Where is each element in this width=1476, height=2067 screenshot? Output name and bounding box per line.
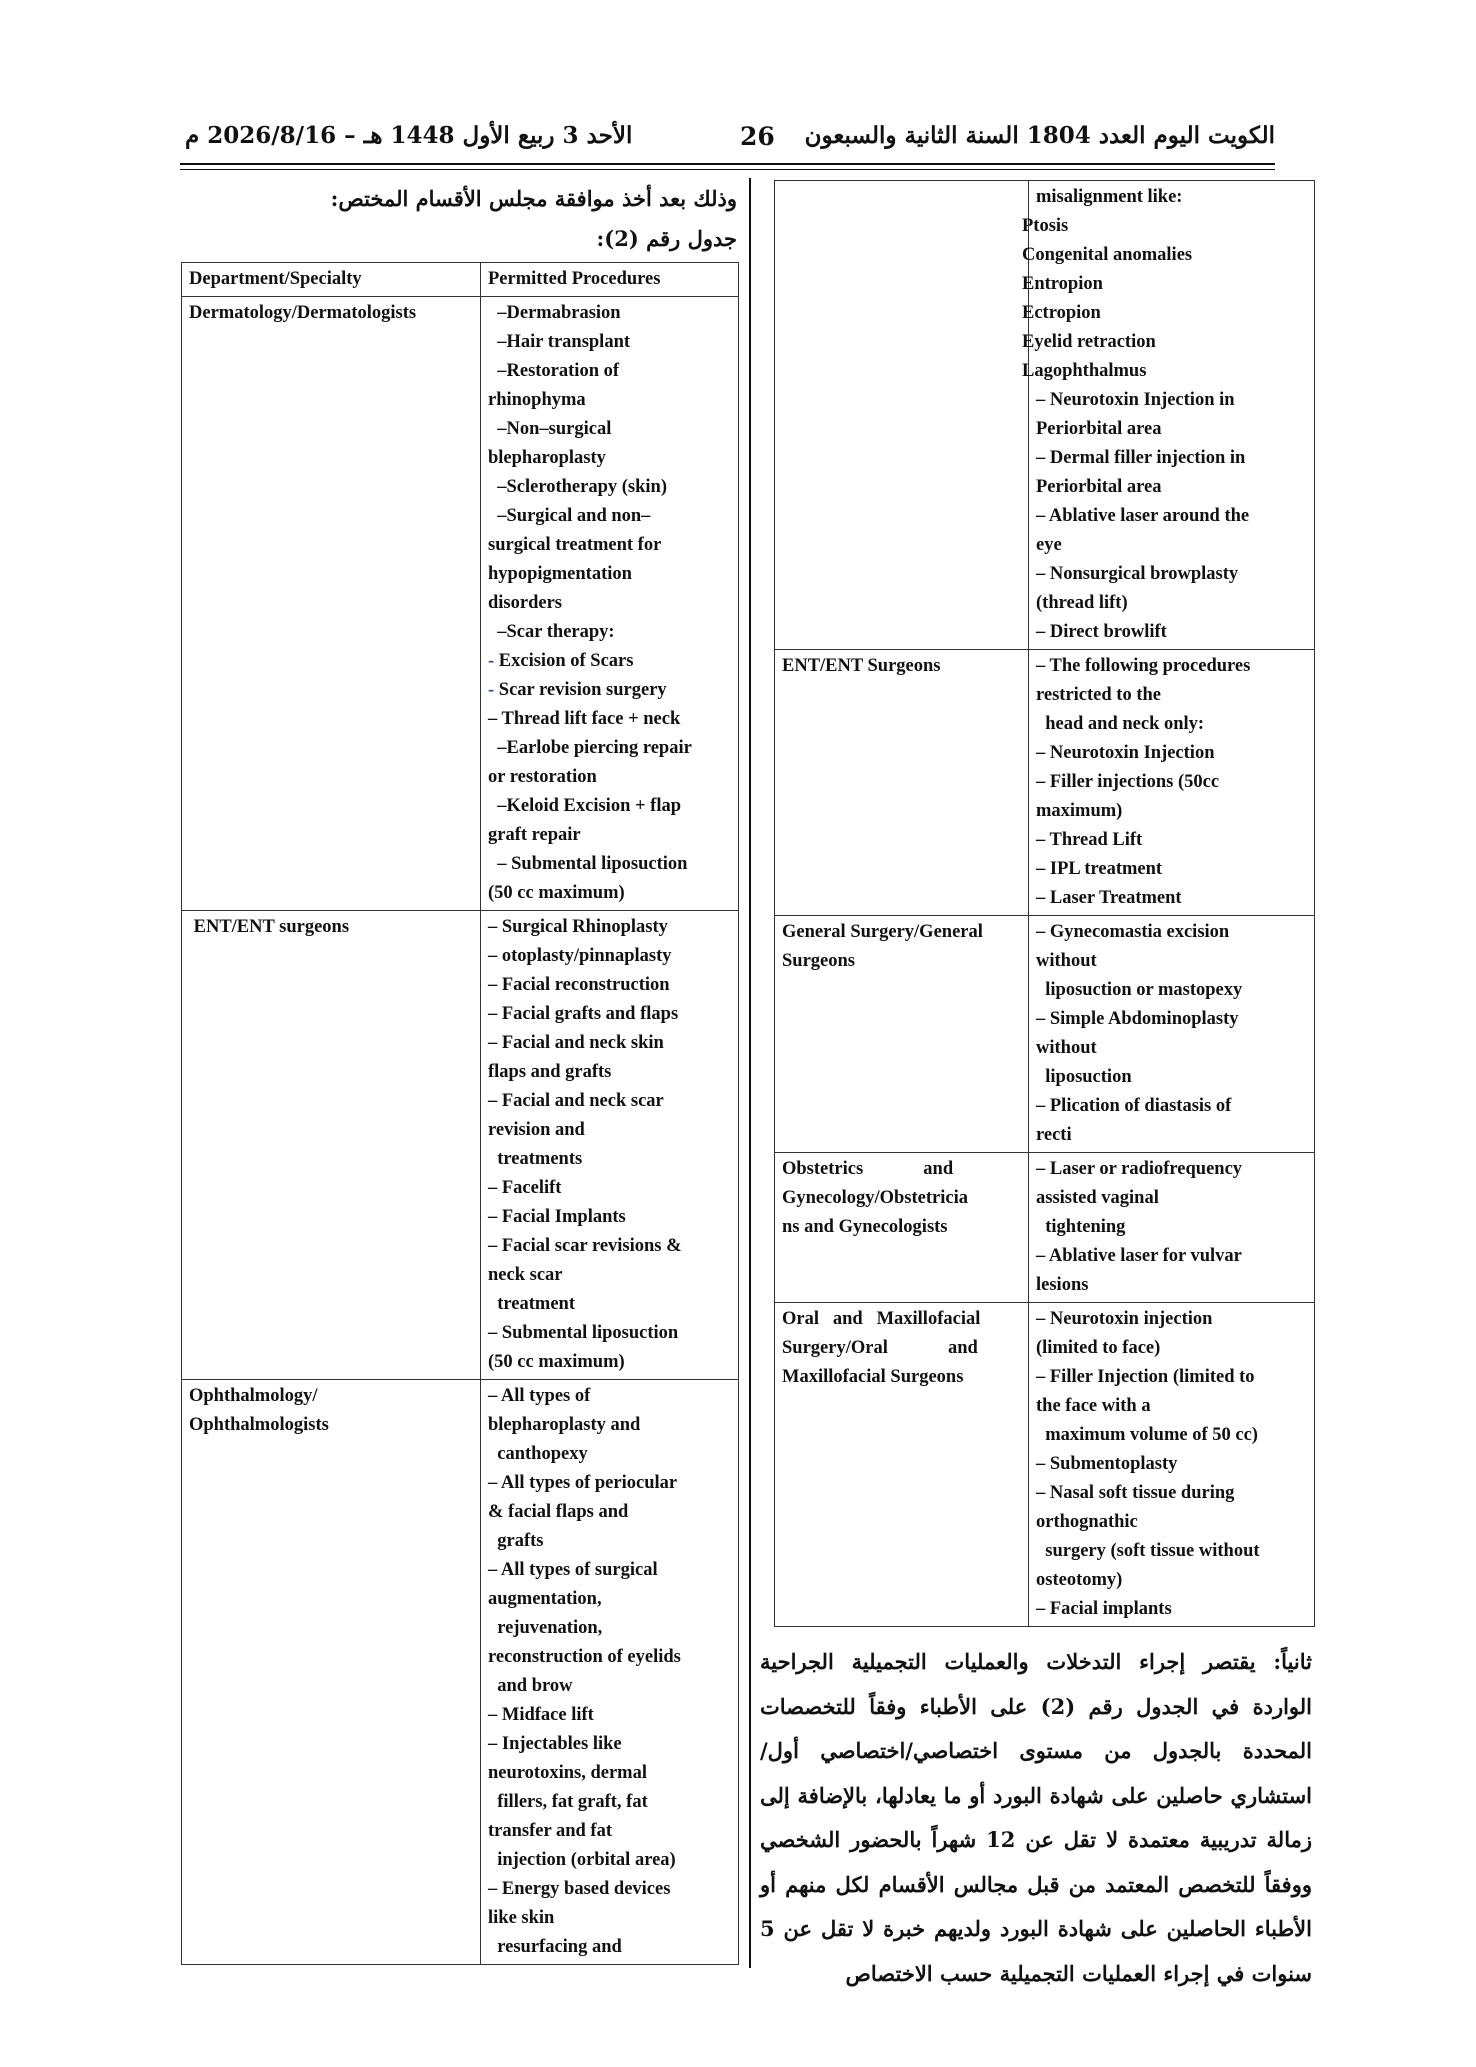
procedure-item: – Laser Treatment [1036,888,1182,908]
procedure-item: or restoration [488,767,597,787]
procedure-item: without [1036,951,1097,971]
procedure-item: – IPL treatment [1036,859,1163,879]
procedure-item: – Facial and neck scar [488,1091,664,1111]
procedure-item: – Submental liposuction [488,854,688,874]
procedure-item: augmentation, [488,1589,602,1609]
procedure-item: – Submental liposuction [488,1323,679,1343]
procedure-item: canthopexy [488,1444,588,1464]
procedure-item: maximum volume of 50 cc) [1036,1425,1258,1445]
procedure-item: Congenital anomalies [1022,245,1193,265]
procedure-item: – Laser or radiofrequency [1036,1159,1243,1179]
department-cell: Oral and Maxillofacial Surgery/Oral and Maxillofacial Surgeons [775,1303,1029,1627]
procedure-item: liposuction or mastopexy [1036,980,1243,1000]
table-row [775,1303,1315,1627]
procedure-item: – Ablative laser for vulvar [1036,1246,1242,1266]
procedure-item: (thread lift) [1036,593,1128,613]
table-row [182,1380,739,1965]
procedure-item: – Simple Abdominoplasty [1036,1009,1239,1029]
column-header-department: Department/Specialty [182,263,481,297]
procedure-item: (50 cc maximum) [488,883,625,903]
procedure-item: tightening [1036,1217,1126,1237]
procedure-item: fillers, fat graft, fat [488,1792,648,1812]
procedure-item: eye [1036,535,1062,555]
procedures-cell [1022,181,1315,650]
header-date: الأحد 3 ربيع الأول 1448 هـ – 2026/8/16 م [185,122,633,149]
procedure-item: – All types of surgical [488,1560,658,1580]
procedures-cell [1029,650,1315,916]
department-cell: Ophthalmology/ Ophthalmologists [182,1380,481,1965]
procedure-item: hypopigmentation [488,564,632,584]
procedure-item: – The following procedures [1036,656,1251,676]
procedure-item: surgery (soft tissue without [1036,1541,1260,1561]
procedure-item: treatments [488,1149,583,1169]
procedure-item: – Facial Implants [488,1207,626,1227]
procedure-item: (50 cc maximum) [488,1352,625,1372]
procedure-item: liposuction [1036,1067,1132,1087]
department-cell [775,181,1029,650]
bullet-dash: - [488,651,495,671]
procedure-item: blepharoplasty [488,448,606,468]
procedure-item: – Neurotoxin injection [1036,1309,1213,1329]
procedure-item: – Facial reconstruction [488,975,670,995]
table-row [775,181,1315,650]
procedure-item: resurfacing and [488,1937,622,1957]
table-row [775,916,1315,1153]
page-header [180,122,1275,162]
procedure-item: (limited to face) [1036,1338,1161,1358]
procedure-item: flaps and grafts [488,1062,612,1082]
procedure-item: Ptosis [1022,216,1069,236]
procedure-item: – Submentoplasty [1036,1454,1178,1474]
procedure-item: – Facial scar revisions & [488,1236,682,1256]
procedure-item: Periorbital area [1036,419,1162,439]
procedure-item: transfer and fat [488,1821,613,1841]
header-publication: الكويت اليوم العدد 1804 السنة الثانية والسبعون [804,122,1275,149]
procedure-item: assisted vaginal [1036,1188,1159,1208]
eligibility-paragraph: ثانياً: يقتصر إجراء التدخلات والعمليات التجميلية الجراحية الواردة في الجدول رقم (2) على الأطباء وفقاً للتخصصات المحددة بالجدول من مستوى اختصاصي/اختصاصي أول/استشاري حاصلين على شهادة البورد أو ما يعادلها، بالإضافة إلى زمالة تدريبية معتمدة لا تقل عن 12 شهراً بالحضور الشخصي ووفقاً للتخصص المعتمد من قبل مجالس الأقسام لكل منهم أو الأطباء الحاصلين على شهادة البورد ولديهم خبرة لا تقل عن 5 سنوات في إجراء العمليات التجميلية حسب الاختصاص [760,1649,1312,1986]
procedures-cell [481,297,739,911]
column-header-procedures: Permitted Procedures [481,263,739,297]
procedure-item: –Dermabrasion [488,303,621,323]
procedure-item: – Neurotoxin Injection [1036,743,1215,763]
intro-line-2: جدول رقم (2): [596,226,737,251]
procedure-item: reconstruction of eyelids [488,1647,681,1667]
procedure-item: maximum) [1036,801,1123,821]
procedure-item: blepharoplasty and [488,1415,641,1435]
procedure-item: restricted to the [1036,685,1161,705]
procedure-item: – Surgical Rhinoplasty [488,917,668,937]
procedure-item: – Nonsurgical browplasty [1036,564,1239,584]
procedure-item: –Sclerotherapy (skin) [488,477,668,497]
procedure-item: – Filler Injection (limited to [1036,1367,1255,1387]
procedure-item: –Hair transplant [488,332,631,352]
procedure-item: disorders [488,593,562,613]
procedure-item: neck scar [488,1265,563,1285]
procedure-item: – All types of [488,1386,591,1406]
department-cell: Obstetrics and Gynecology/Obstetricia ns and Gynecologists [775,1153,1029,1303]
procedure-item: – Filler injections (50cc [1036,772,1220,792]
procedure-item: Periorbital area [1036,477,1162,497]
department-cell: General Surgery/General Surgeons [775,916,1029,1153]
procedure-item: & facial flaps and [488,1502,629,1522]
procedure-item: – Thread Lift [1036,830,1143,850]
procedure-item: – Gynecomastia excision [1036,922,1230,942]
procedures-table-left [181,262,739,1965]
procedure-item: Entropion [1022,274,1103,294]
procedure-item: – Facelift [488,1178,562,1198]
procedure-item: - Excision of Scars [488,651,634,671]
procedure-item: injection (orbital area) [488,1850,676,1870]
procedures-cell [1029,916,1315,1153]
table-row [775,650,1315,916]
procedure-item: lesions [1036,1275,1089,1295]
procedure-item: – Dermal filler injection in [1036,448,1246,468]
procedure-item: – Nasal soft tissue during [1036,1483,1235,1503]
column-divider [749,178,751,1968]
procedure-item: and brow [488,1676,573,1696]
procedure-item: rejuvenation, [488,1618,603,1638]
procedure-item: – Direct browlift [1036,622,1167,642]
intro-line-1: وذلك بعد أخذ موافقة مجلس الأقسام المختص: [330,186,737,211]
procedure-item: recti [1036,1125,1072,1145]
procedures-cell [1029,1303,1315,1627]
table-header-row [182,263,739,297]
procedures-cell [481,1380,739,1965]
procedure-item: – Ablative laser around the [1036,506,1250,526]
procedure-item: orthognathic [1036,1512,1138,1532]
header-page-number: 26 [740,122,775,151]
procedure-item: Lagophthalmus [1022,361,1147,381]
procedure-item: revision and [488,1120,585,1140]
procedure-item: – Facial grafts and flaps [488,1004,679,1024]
procedure-item: – All types of periocular [488,1473,678,1493]
procedures-cell [481,911,739,1380]
procedure-item: surgical treatment for [488,535,662,555]
table-row [182,911,739,1380]
department-cell: ENT/ENT surgeons [182,911,481,1380]
procedure-item: –Restoration of [488,361,620,381]
procedure-item: - Scar revision surgery [488,680,667,700]
procedure-item: rhinophyma [488,390,586,410]
procedure-item: the face with a [1036,1396,1151,1416]
procedure-item: – Injectables like [488,1734,622,1754]
procedures-table-right [774,180,1315,1627]
department-cell: Dermatology/Dermatologists [182,297,481,911]
procedure-item: –Non–surgical [488,419,612,439]
procedure-item: misalignment like: [1036,187,1183,207]
procedure-item: – Midface lift [488,1705,594,1725]
procedure-item: –Earlobe piercing repair [488,738,692,758]
procedure-item: – otoplasty/pinnaplasty [488,946,672,966]
department-cell: ENT/ENT Surgeons [775,650,1029,916]
table-row [182,297,739,911]
procedure-item: – Neurotoxin Injection in [1036,390,1235,410]
procedure-item: – Energy based devices [488,1879,671,1899]
procedure-item: –Scar therapy: [488,622,615,642]
procedure-item: like skin [488,1908,555,1928]
procedure-item: grafts [488,1531,544,1551]
procedure-item: – Thread lift face + neck [488,709,681,729]
procedure-item: – Facial implants [1036,1599,1172,1619]
procedure-item: –Surgical and non– [488,506,651,526]
header-rule-thin [180,169,1275,170]
procedure-item: graft repair [488,825,581,845]
procedure-item: – Facial and neck skin [488,1033,664,1053]
bullet-dash: - [488,680,495,700]
procedure-item: Eyelid retraction [1022,332,1156,352]
procedure-item: neurotoxins, dermal [488,1763,647,1783]
procedure-item: –Keloid Excision + flap [488,796,681,816]
procedure-item: head and neck only: [1036,714,1205,734]
procedure-item: treatment [488,1294,575,1314]
procedure-item: osteotomy) [1036,1570,1123,1590]
header-rule [180,163,1275,165]
procedure-item: without [1036,1038,1097,1058]
procedure-item: – Plication of diastasis of [1036,1096,1232,1116]
procedure-item: Ectropion [1022,303,1101,323]
table-row [775,1153,1315,1303]
procedures-cell [1029,1153,1315,1303]
